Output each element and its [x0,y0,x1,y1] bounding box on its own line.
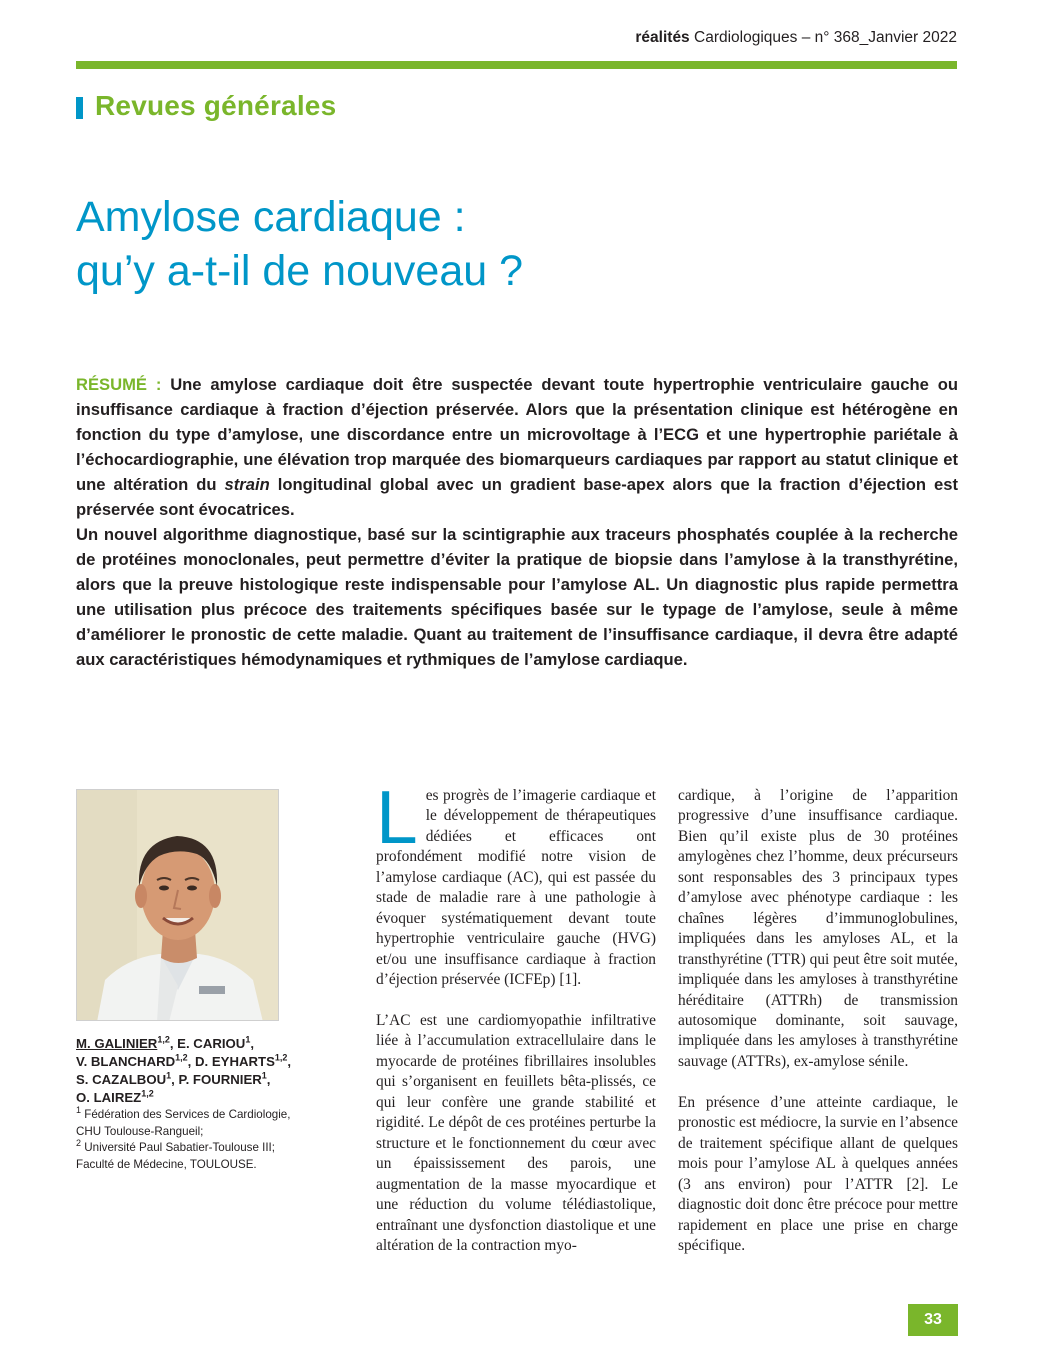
author-name: O. LAIREZ [76,1090,142,1105]
author-line: M. GALINIER$^{1,2}$, E. CARIOU$^1$, [76,1034,254,1051]
author-affiliation-ref: 1 [245,1034,251,1045]
abstract-text: longitudinal global avec un gradient base-apex alors que la fraction d’éjection est préservée sont évocatrices. [76,475,959,519]
drop-cap: L [376,775,418,859]
section-label: Revues générales [95,90,337,121]
author-block [76,1035,326,1173]
affiliation-line: Faculté de Médecine, TOULOUSE. [76,1157,257,1171]
abstract-text: Une amylose cardiaque doit être suspectée devant toute hypertrophie ventriculaire gauche ou insuffisance cardiaque à fraction d’éjection préservée. Alors que la présentation clinique est hétérogène en fonction du type d’amylose, une discordance entre un microvoltage à l’ECG et une hypertrophie pariétale à l’échocardiographie, une élévation trop marquée des biomarqueurs cardiaques par rapport au statut clinique et une altération du [76,375,958,494]
running-head [635,29,957,47]
header-rule [76,61,957,69]
affiliation-line: CHU Toulouse-Rangueil; [76,1124,204,1138]
abstract-emphasis: strain [224,475,270,494]
author-affiliation-ref: 1 [261,1070,267,1081]
author-name: V. BLANCHARD [76,1054,176,1069]
author-name: D. EYHARTS [195,1054,275,1069]
abstract [76,372,958,672]
section-marker [76,97,83,119]
issue-info: Cardiologiques – n° 368_Janvier 2022 [694,29,957,46]
affiliation-text: Université Paul Sabatier-Toulouse III; [84,1141,275,1154]
affiliations [76,1107,326,1173]
author-line [76,1089,326,1107]
author-portrait-image [77,790,279,1021]
author-name: M. GALINIER [76,1036,158,1051]
body-paragraph-1 [376,775,656,991]
body-paragraph-2: L’AC est une cardiomyopathie infiltrative liée à l’accumulation extracellulaire dans le myocarde de protéines fibrillaires insolubles qui s’organisent en feuillets bêta-plissés, ce qui leur confère une grande stabilité et rigidité. Le dépôt de ces protéines perturbe la structure et le fonctionnement du cœur avec un épaississement des parois, une augmentation de la masse myocardique et une réduction du volume télédiastolique, entraînant une dysfonction diastolique et une altération de la contraction myo- [376,1011,656,1254]
author-affiliation-ref: 1 [166,1070,172,1081]
affiliation-number: 1 [76,1105,82,1116]
author-affiliation-ref: 1,2 [274,1052,288,1063]
author-affiliation-ref: 1,2 [157,1034,170,1045]
affiliation-line [76,1140,326,1157]
affiliation-number: 2 [76,1138,82,1149]
title-line-1: Amylose cardiaque : [76,193,466,241]
author-line: V. BLANCHARD$^{1,2}$, D. EYHARTS$^{1,2}$, [76,1052,292,1069]
body-paragraph-4: En présence d’une atteinte cardiaque, le pronostic est médiocre, la survie en l’absence de traitement spécifique allant de quelques mois pour l’amylose AL à quelques années (3 ans environ) pour l’ATTR [2]. Le diagnostic doit donc être précoce pour mettre rapidement en place une prise en charge spécifique. [678,1093,958,1254]
author-line: S. CAZALBOU$^1$, P. FOURNIER$^1$, [76,1070,271,1087]
author-names [76,1035,326,1107]
body-paragraph-3: cardique, à l’origine de l’apparition progressive d’une insuffisance cardiaque. Bien qu’il existe plus de 30 protéines amylogènes chez l’homme, deux précurseurs sont responsables des 3 principaux types d’amylose avec phénotype cardiaque : les chaînes légères d’immunoglobulines, impliquées dans les amyloses AL, et la transthyrétine (TTR) qui peut être soit mutée, impliquée dans les amyloses à transthyrétine héréditaire (ATTRh) de transmission autosomique dominante, soit sauvage, impliquée dans les amyloses à transthyrétine sauvage (ATTRs), ex-amylose sénile. [678,787,958,1070]
body-column-left [376,775,656,1277]
affiliation-line [76,1107,326,1124]
author-name: S. CAZALBOU [76,1072,167,1087]
body-text: es progrès de l’imagerie cardiaque et le développement de thérapeutiques dédiées et efficaces ont profondément modifié notre vision de l’amylose cardiaque (AC), qui est passée du stade de maladie rare à une pathologie à évoquer systématiquement devant toute hypertrophie ventriculaire gauche (HVG) et/ou une insuffisance cardiaque à fraction d’éjection préservée (ICFEp) [1]. [376,787,656,989]
body-column-right [678,786,958,1277]
author-name: E. CARIOU [177,1036,246,1051]
author-affiliation-ref: 1,2 [141,1088,154,1099]
abstract-paragraph-1 [76,372,958,522]
title-line-2: qu’y a-t-il de nouveau ? [76,247,524,295]
author-name: P. FOURNIER [178,1072,262,1087]
author-affiliation-ref: 1,2 [175,1052,188,1063]
page-number: 33 [908,1304,958,1336]
abstract-paragraph-2: Un nouvel algorithme diagnostique, basé sur la scintigraphie aux traceurs phosphatés couplée à la recherche de protéines monoclonales, peut permettre d’éviter la pratique de biopsie dans l’amylose à la transthyrétine, alors que la preuve histologique reste indispensable pour l’amylose AL. Un diagnostic plus rapide permettra une utilisation plus précoce des traitements spécifiques basée sur le typage de l’amylose, seule à même d’améliorer le pronostic de cette maladie. Quant au traitement de l’insuffisance cardiaque, il devra être adapté aux caractéristiques hémodynamiques et rythmiques de l’amylose cardiaque. [76,525,958,669]
article-title [76,190,523,298]
journal-name: réalités [635,29,690,46]
affiliation-text: Fédération des Services de Cardiologie, [84,1108,291,1121]
author-photo [76,789,279,1021]
abstract-label: RÉSUMÉ : [76,375,162,394]
